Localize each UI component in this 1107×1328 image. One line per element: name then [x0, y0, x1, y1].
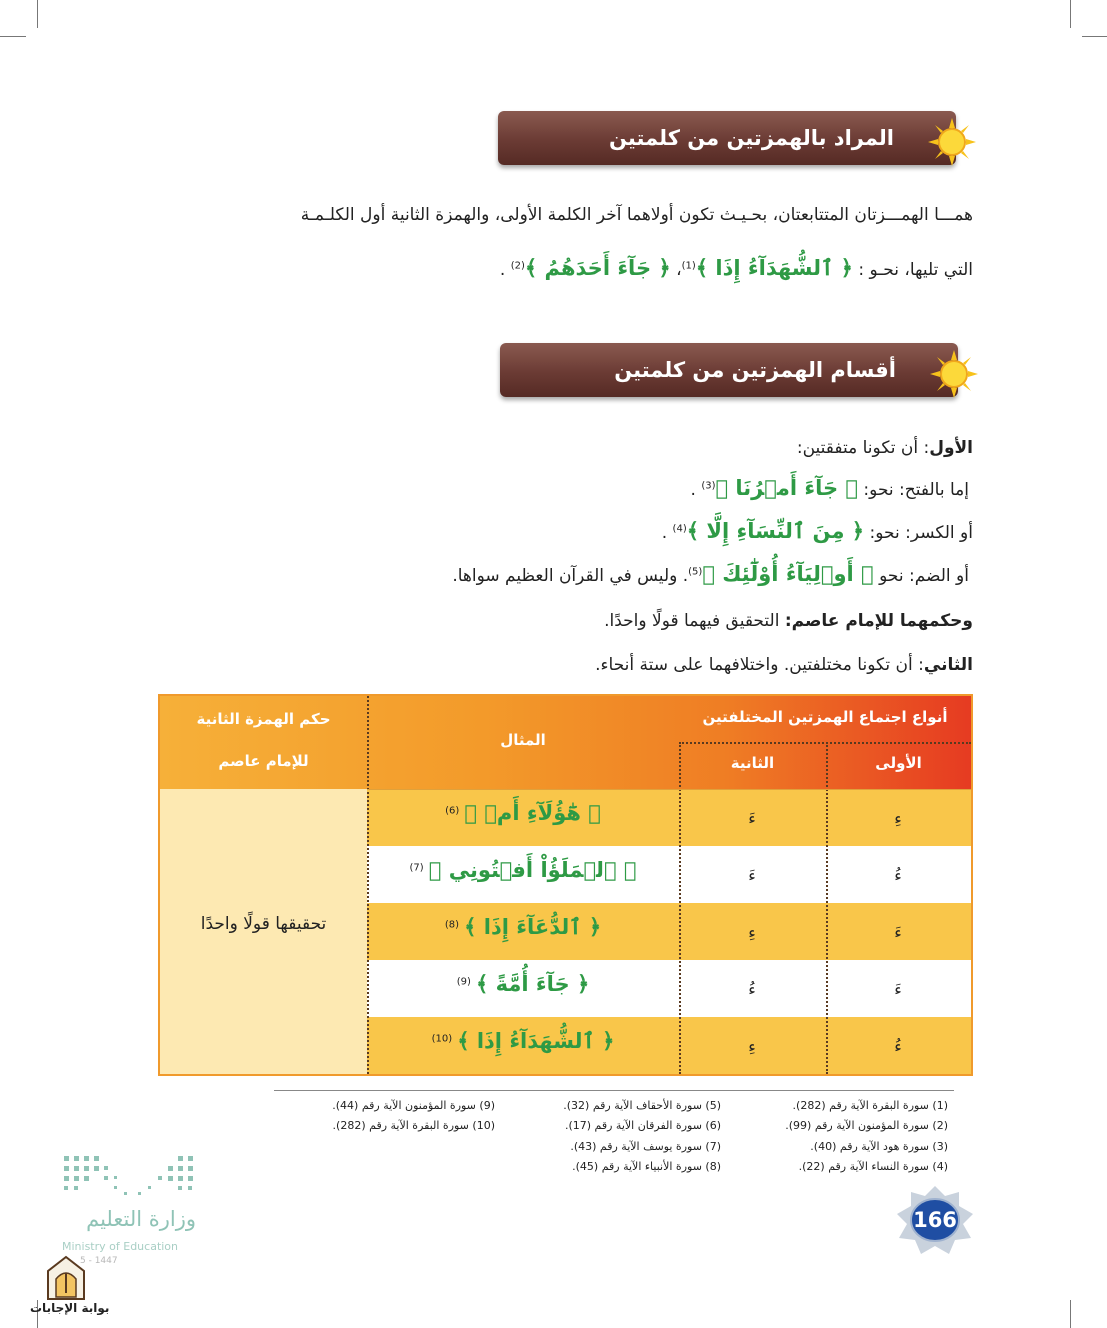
divider — [826, 742, 828, 1074]
section-header-2 — [500, 343, 958, 397]
second-hamza: ءُ — [748, 980, 756, 999]
text: أو الضم: نحو — [873, 566, 969, 586]
separator: ، — [670, 260, 682, 280]
footnote-ref: (5) — [688, 566, 703, 578]
first-hamza: ءَ — [894, 980, 902, 999]
quran-verse: ﴿ ٱلشُّهَدَآءُ إِذَا ﴾ — [457, 1029, 615, 1053]
example-cell — [367, 915, 679, 939]
crop-mark — [0, 36, 26, 37]
quran-verse: ﴿ جَآءَ أُمَّةً ﴾ — [476, 972, 590, 996]
divider — [679, 742, 681, 1074]
footnote: (2) سورة المؤمنون الآية رقم (99). — [785, 1119, 948, 1132]
text: . — [499, 260, 511, 280]
ministry-name-arabic: وزارة التعليم — [86, 1207, 196, 1231]
text: التحقيق فيهما قولًا واحدًا. — [604, 611, 785, 631]
divider — [367, 789, 971, 790]
footnote-ref: (2) — [510, 260, 525, 272]
section-title: المراد بالهمزتين من كلمتين — [609, 126, 894, 150]
hamza-table — [158, 694, 973, 1076]
damma-line — [452, 562, 969, 586]
footnote: (4) سورة النساء الآية رقم (22). — [798, 1160, 948, 1173]
fatha-line: إما بالفتح: نحو: ﴿ جَآءَ أَمۡرُنَا ﴾$^{(3)}$ . — [690, 476, 969, 500]
first-hamza: ءُ — [894, 866, 902, 885]
ruling-value: تحقيقها قولًا واحدًا — [200, 914, 327, 934]
footnote: (8) سورة الأنبياء الآية رقم (45). — [572, 1160, 721, 1173]
quran-verse: ﴿ مِنَ ٱلنِّسَآءِ إِلَّا ﴾ — [686, 519, 865, 543]
section-title: أقسام الهمزتين من كلمتين — [614, 358, 896, 382]
divider — [367, 696, 369, 1074]
crop-mark — [1082, 36, 1107, 37]
label: الثاني — [923, 655, 973, 675]
first-hamza: ءُ — [894, 1037, 902, 1056]
label: الأول — [929, 438, 973, 458]
second-hamza: ءَ — [748, 809, 756, 828]
quran-verse: ﴿ ٱلۡمَلَؤُاْ أَفۡتُونِي ﴾ — [428, 858, 637, 882]
divider — [679, 742, 971, 744]
footnote-divider — [274, 1090, 954, 1091]
example-cell — [367, 801, 679, 825]
second-hamza: ءِ — [748, 1037, 756, 1056]
quran-verse: ﴿ ٱلدُّعَآءَ إِذَا ﴾ — [464, 915, 602, 939]
watermark-text: بوابة الإجابات — [30, 1301, 110, 1315]
footnote-ref: (3) — [701, 480, 716, 492]
text: إما بالفتح: نحو: — [858, 480, 969, 500]
footnote-ref: (7) — [409, 862, 424, 874]
crop-mark — [37, 0, 38, 28]
page-number: 166 — [913, 1208, 957, 1232]
example-cell — [367, 858, 679, 882]
quran-verse: ﴿ جَآءَ أَمۡرُنَا ﴾ — [715, 476, 859, 500]
footnote: (5) سورة الأحقاف الآية رقم (32). — [563, 1099, 721, 1112]
quran-verse: ﴿ جَآءَ أَحَدَهُمُ ﴾ — [524, 256, 671, 280]
example-cell — [367, 972, 679, 996]
header-ruling-line1: حكم الهمزة الثانية — [196, 710, 331, 728]
section-header-1 — [498, 111, 956, 165]
header-types: أنواع اجتماع الهمزتين المختلفتين — [702, 708, 948, 726]
header-example: المثال — [500, 731, 546, 749]
paragraph-line-1: همـــا الهمـــزتان المتتابعتان، بحـيـث تكون أولاهما آخر الكلمة الأولى، والهمزة الثانية أول الكلـمـة — [300, 205, 973, 225]
footnote-ref: (4) — [672, 523, 687, 535]
first-hamza: ءَ — [894, 923, 902, 942]
kasra-line: أو الكسر: نحو: ﴿ مِنَ ٱلنِّسَآءِ إِلَّا ﴾$^{(4)}$ . — [661, 519, 973, 543]
paragraph-line-2 — [500, 256, 973, 280]
footnote: (10) سورة البقرة الآية رقم (282). — [332, 1119, 495, 1132]
sun-icon — [926, 116, 978, 168]
header-first: الأولى — [875, 754, 922, 772]
ministry-logo-icon — [60, 1152, 200, 1202]
footnote: (9) سورة المؤمنون الآية رقم (44). — [332, 1099, 495, 1112]
label: وحكمهما للإمام عاصم: — [784, 611, 973, 631]
text: . وليس في القرآن العظيم سواها. — [452, 566, 689, 586]
footnote-ref: (9) — [456, 976, 471, 988]
footnote: (1) سورة البقرة الآية رقم (282). — [792, 1099, 948, 1112]
footnote-ref: (8) — [444, 919, 460, 931]
ministry-year: 5 - 1447 — [80, 1256, 118, 1266]
text: : أن تكونا مختلفتين. واختلافهما على ستة أنحاء. — [595, 655, 924, 675]
footnote-ref: (6) — [445, 805, 460, 817]
second-type-line — [595, 655, 973, 675]
footnote-ref: (10) — [431, 1033, 453, 1045]
second-hamza: ءَ — [748, 866, 756, 885]
footnote-ref: (1) — [681, 260, 696, 272]
text: أو الكسر: نحو: — [864, 523, 973, 543]
ministry-name-english: Ministry of Education — [62, 1240, 179, 1253]
first-hamza: ءِ — [894, 809, 902, 828]
footnote: (6) سورة الفرقان الآية رقم (17). — [564, 1119, 721, 1132]
sun-icon — [928, 348, 980, 400]
crop-mark — [1070, 0, 1071, 28]
header-ruling-line2: للإمام عاصم — [218, 752, 309, 770]
quran-verse: ﴿ أَوۡلِيَآءُ أُوْلَٰٓئِكَ ﴾ — [702, 562, 874, 586]
text: : أن تكونا متفقتين: — [796, 438, 930, 458]
second-hamza: ءِ — [748, 923, 756, 942]
text: التي تليها، نحـو : — [852, 260, 973, 280]
example-cell — [367, 1029, 679, 1053]
lantern-logo-icon — [44, 1255, 88, 1301]
header-second: الثانية — [730, 754, 775, 772]
footnote: (7) سورة يوسف الآية رقم (43). — [570, 1140, 721, 1153]
quran-verse: ﴿ هَٰٓؤُلَآءِ أَمۡ ﴾ — [464, 801, 601, 825]
quran-verse: ﴿ ٱلشُّهَدَآءُ إِذَا ﴾ — [695, 256, 853, 280]
first-type-line — [797, 438, 973, 458]
footnote: (3) سورة هود الآية رقم (40). — [810, 1140, 948, 1153]
crop-mark — [1070, 1300, 1071, 1328]
ruling-line — [604, 611, 973, 631]
